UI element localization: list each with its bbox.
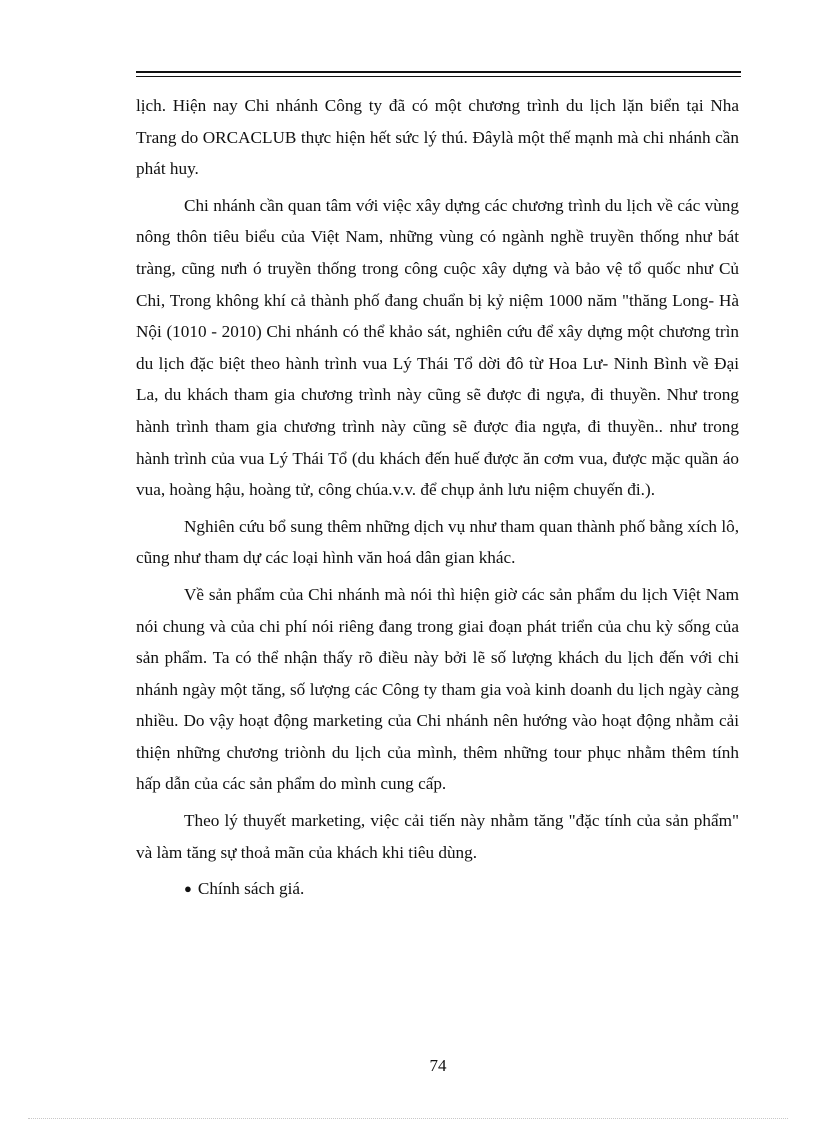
bullet-text: Chính sách giá. xyxy=(197,879,305,899)
bullet-item xyxy=(136,873,739,905)
paragraph-1: lịch. Hiện nay Chi nhánh Công ty đã có một chương trình du lịch lặn biển tại Nha Trang do ORCACLUB thực hiện hết sức lý thú. Đâylà một thế mạnh mà chi nhánh cần phát huy. xyxy=(136,96,739,179)
page-number: 74 xyxy=(429,1056,447,1075)
paragraph-5: Theo lý thuyết marketing, việc cải tiến này nhằm tăng "đặc tính của sản phẩm" và làm tăng sự thoả mãn của khách khi tiêu dùng. xyxy=(136,811,739,862)
paragraph-2: Chi nhánh cần quan tâm với việc xây dựng các chương trình du lịch về các vùng nông thôn tiêu biểu của Việt Nam, những vùng có ngành nghề truyền thống như bát tràng, cũng nưh ó truyền thống trong công cuộc xây dựng và bảo vệ tổ quốc như Củ Chi, Trong không khí cả thành phố đang chuẩn bị kỷ niệm 1000 năm "thăng Long- Hà Nội (1010 - 2010) Chi nhánh có thể khảo sát, nghiên cứu để xây dựng một chương trìn du lịch đặc biệt theo hành trình vua Lý Thái Tổ dời đô từ Hoa Lư- Ninh Bình về Đại La, du khách tham gia chương trình này cũng sẽ được đi ngựa, đi thuyền. Như trong hành trình tham gia chương trình này cũng sẽ được đia ngựa, đi thuyền.. như trong hành trình của vua Lý Thái Tổ (du khách đến huế được ăn cơm vua, được mặc quần áo vua, hoàng hậu, hoàng tử, công chúa.v.v. để chụp ảnh lưu niệm chuyến đi.). xyxy=(136,195,739,500)
header-rule xyxy=(136,71,741,77)
paragraph-4: Về sản phẩm của Chi nhánh mà nói thì hiện giờ các sản phẩm du lịch Việt Nam nói chung và của chi phí nói riêng đang trong giai đoạn phát triển của chu kỳ sống của sản phẩm. Ta có thể nhận thấy rõ điều này bởi lẽ số lượng khách du lịch đến với chi nhánh ngày một tăng, số lượng các Công ty tham gia voà kinh doanh du lịch ngày càng nhiều. Do vậy hoạt động marketing của Chi nhánh nên hướng vào hoạt động nhằm cải thiện những chương triònh du lịch của mình, thêm những tour phục nhằm thêm tính hấp dẫn của các sản phẩm do mình cung cấp. xyxy=(136,584,739,794)
paragraph-3: Nghiên cứu bổ sung thêm những dịch vụ như tham quan thành phố bằng xích lô, cũng như tham dự các loại hình văn hoá dân gian khác. xyxy=(136,516,739,568)
document-body xyxy=(136,90,739,905)
bullet-icon: ● xyxy=(184,881,192,897)
footer-divider xyxy=(28,1118,788,1119)
